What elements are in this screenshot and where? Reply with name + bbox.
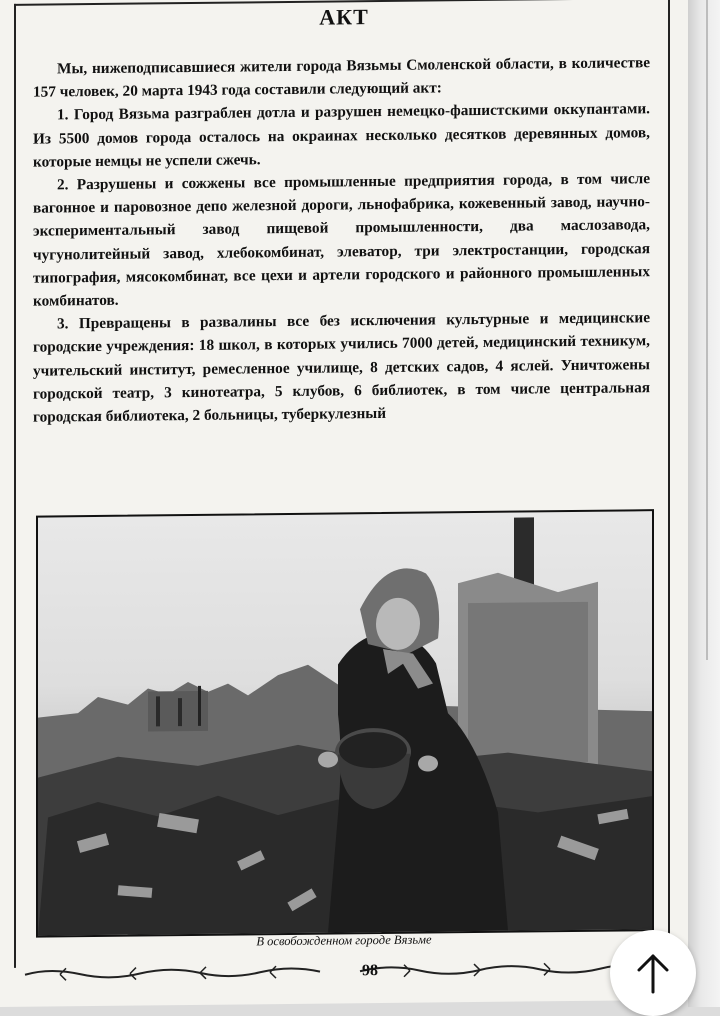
footer-ornament [20,951,660,992]
paragraph-item-2: 2. Разрушены и сожжены все промышленные предприятия города, в том числе вагонное и паровозное депо железной дороги, льнофабрика, кожевенный завод, научно-экспериментальный завод пищевой промышленности, два маслозавода, чугунолитейный завод, хлебокомбинат, элеватор, три электростанции, городская типография, мясокомбинат, все цехи и артели городского и районного промышленных комбинатов. [33,170,650,310]
document-body [33,51,650,429]
arrow-up-icon [635,952,671,994]
war-photo [36,509,654,937]
document-title: АКТ [319,4,369,30]
page-number: 98 [362,962,378,980]
next-page-edge [688,0,720,1007]
photo-caption: В освобожденном городе Вязьме [256,932,432,949]
page-footer [20,951,660,992]
scroll-to-top-button[interactable] [610,930,696,1016]
paragraph-item-1: 1. Город Вязьма разграблен дотла и разрушен немецко-фашистскими оккупантами. Из 5500 домов города осталось на окраинах несколько десятков деревянных домов, которые немцы не успели сжечь. [33,100,650,171]
paragraph-intro: Мы, нижеподписавшиеся жители города Вязьмы Смоленской области, в количестве 157 человек, 20 марта 1943 года составили следующий акт: [33,54,650,101]
paragraph-item-3: 3. Превращены в развалины все без исключения культурные и медицинские городские учреждения: 18 школ, в которых учились 7000 детей, медицинский техникум, учительский институт, ремесленное училище, 8 детских садов, 4 яслей. Уничтожены городской театр, 3 кинотеатра, 5 клубов, 6 библиотек, в том числе центральная городская библиотека, 2 больницы, туберкулезный [33,309,650,426]
